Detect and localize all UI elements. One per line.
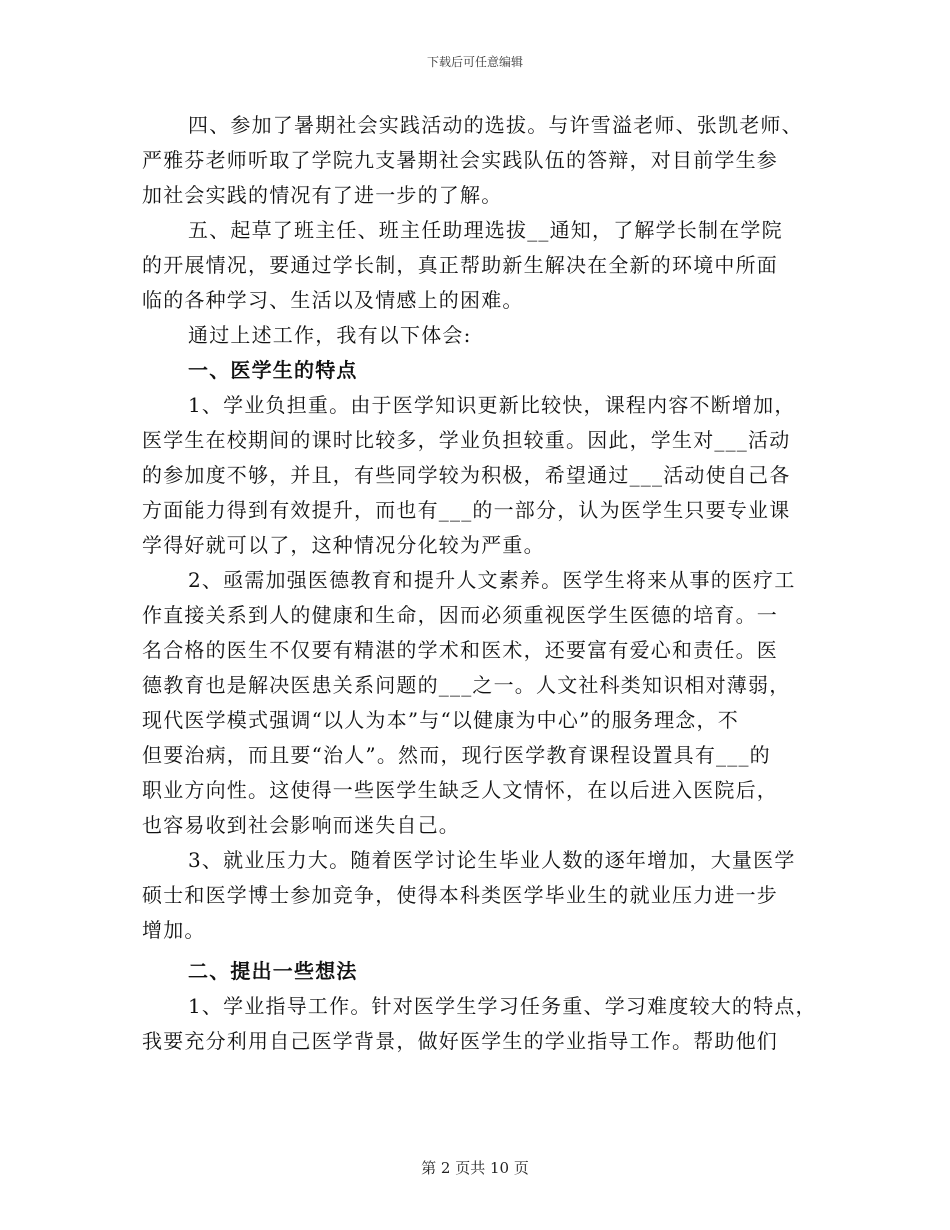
text-line: 增加。 [142, 918, 206, 942]
text-line: 名合格的医生不仅要有精湛的学术和医术，还要富有爱心和责任。医 [142, 638, 778, 662]
text-line: 加社会实践的情况有了进一步的了解。 [142, 183, 503, 207]
text-line: 1、学业指导工作。针对医学生学习任务重、学习难度较大的特点， [188, 994, 817, 1018]
text-line: 方面能力得到有效提升，而也有___的一部分，认为医学生只要专业课 [142, 498, 791, 522]
document-body [142, 108, 832, 1059]
text-line: 作直接关系到人的健康和生命，因而必须重视医学生医德的培育。一 [142, 603, 778, 627]
text-line: 德教育也是解决医患关系问题的___之一。人文社科类知识相对薄弱， [142, 673, 791, 697]
section-heading: 二、提出一些想法 [188, 959, 358, 983]
text-line: 2、亟需加强医德教育和提升人文素养。医学生将来从事的医疗工 [188, 568, 796, 592]
text-line: 临的各种学习、生活以及情感上的困难。 [142, 288, 524, 312]
text-line: 但要治病，而且要“治人”。然而，现行医学教育课程设置具有___的 [142, 743, 771, 767]
text-line: 现代医学模式强调“以人为本”与“以健康为中心”的服务理念，不 [142, 708, 739, 732]
text-line: 的开展情况，要通过学长制，真正帮助新生解决在全新的环境中所面 [142, 253, 778, 277]
section-heading: 一、医学生的特点 [188, 358, 358, 382]
text-line: 硕士和医学博士参加竞争，使得本科类医学毕业生的就业压力进一步 [142, 883, 778, 907]
text-line: 1、学业负担重。由于医学知识更新比较快，课程内容不断增加， [188, 393, 796, 417]
text-line: 学得好就可以了，这种情况分化较为严重。 [142, 533, 545, 557]
page-footer: 第 2 页共 10 页 [421, 1159, 529, 1177]
text-line: 3、就业压力大。随着医学讨论生毕业人数的逐年增加，大量医学 [188, 848, 796, 872]
page-header: 下载后可任意编辑 [426, 55, 523, 69]
text-line: 职业方向性。这使得一些医学生缺乏人文情怀，在以后进入医院后， [142, 778, 778, 802]
text-line: 我要充分利用自己医学背景，做好医学生的学业指导工作。帮助他们 [142, 1029, 778, 1053]
text-line: 四、参加了暑期社会实践活动的选拔。与许雪溢老师、张凯老师、 [188, 113, 803, 137]
text-line: 严雅芬老师听取了学院九支暑期社会实践队伍的答辩，对目前学生参 [142, 148, 778, 172]
text-line: 通过上述工作，我有以下体会: [188, 323, 472, 347]
text-line: 也容易收到社会影响而迷失自己。 [142, 813, 460, 837]
text-line: 的参加度不够，并且，有些同学较为积极，希望通过___活动使自己各 [142, 463, 791, 487]
text-line: 医学生在校期间的课时比较多，学业负担较重。因此，学生对___活动 [142, 428, 791, 452]
text-line: 五、起草了班主任、班主任助理选拔__通知，了解学长制在学院 [188, 218, 783, 242]
